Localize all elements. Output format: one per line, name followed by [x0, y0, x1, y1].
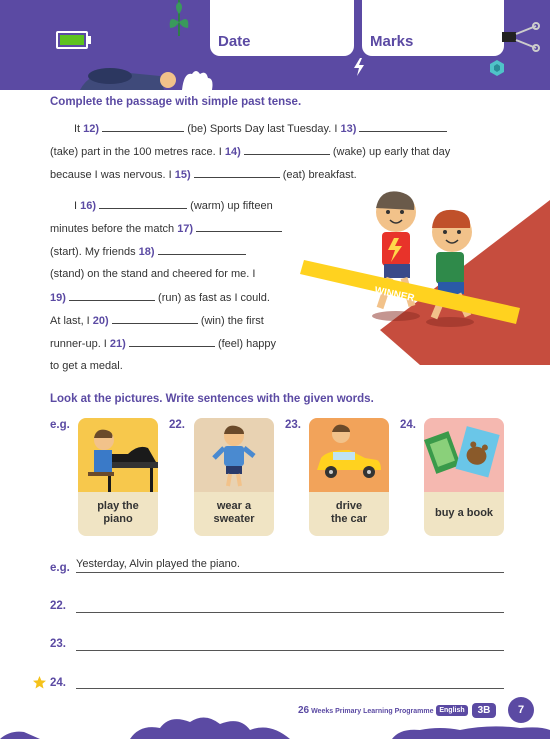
passage-line: runner-up. I 21) (feel) happy	[50, 338, 277, 350]
passage-line: (start). My friends 18)	[50, 244, 246, 259]
answer-number: 23.	[50, 638, 66, 650]
passage-instruction: Complete the passage with simple past tense.	[50, 96, 302, 108]
answer-blank[interactable]	[112, 313, 198, 324]
picture-number: e.g.	[50, 419, 70, 431]
answer-line[interactable]	[76, 612, 504, 613]
answer-blank[interactable]	[194, 167, 280, 178]
book-badge: 3B	[472, 703, 496, 718]
sweater-picture	[194, 418, 274, 492]
passage-line: (take) part in the 100 metres race. I 14) (wake) up early that day	[50, 146, 451, 158]
answer-blank[interactable]	[244, 144, 330, 155]
picture-card-sweater	[194, 418, 274, 536]
picture-label: buy a book	[434, 507, 494, 519]
question-number: 16)	[80, 200, 97, 212]
footer-brand	[298, 705, 434, 716]
picture-number: 23.	[285, 419, 301, 431]
binder-clip-icon	[500, 22, 540, 52]
passage-line: minutes before the match 17)	[50, 221, 282, 236]
page-number: 7	[508, 697, 534, 723]
picture-label-box	[194, 492, 274, 536]
winner-banner-text: WINNER	[373, 285, 416, 305]
picture-card-piano	[78, 418, 158, 536]
battery-icon	[56, 31, 88, 49]
car-picture	[309, 418, 389, 492]
picture-label-box	[309, 492, 389, 536]
answer-blank[interactable]	[129, 336, 215, 347]
answer-line[interactable]	[76, 688, 504, 689]
example-number: e.g.	[50, 562, 70, 574]
subject-badge: English	[436, 705, 468, 716]
answer-number: 22.	[50, 600, 66, 612]
passage-line: (stand) on the stand and cheered for me. I	[50, 268, 256, 280]
question-number: 21)	[109, 338, 126, 350]
question-number: 17)	[177, 223, 194, 235]
date-box[interactable]	[210, 0, 354, 56]
book-picture	[424, 418, 504, 492]
answer-blank[interactable]	[69, 290, 155, 301]
picture-number: 22.	[169, 419, 185, 431]
passage-line: 19) (run) as fast as I could.	[50, 292, 270, 304]
picture-label: drive the car	[330, 500, 368, 525]
answer-blank[interactable]	[359, 121, 447, 132]
picture-number: 24.	[400, 419, 416, 431]
question-number: 18)	[138, 246, 155, 258]
question-number: 19)	[50, 292, 66, 304]
race-illustration	[300, 190, 550, 365]
piano-picture	[78, 418, 158, 492]
date-label: Date	[218, 33, 251, 50]
answer-number: 24.	[50, 677, 66, 689]
picture-label: play the piano	[97, 500, 139, 525]
example-answer: Yesterday, Alvin played the piano.	[76, 558, 240, 570]
marks-label: Marks	[370, 33, 414, 50]
question-number: 20)	[92, 315, 109, 327]
star-icon	[33, 676, 46, 689]
passage-line: because I was nervous. I 15) (eat) breakfast.	[50, 169, 357, 181]
picture-label: wear a sweater	[213, 500, 255, 525]
passage-line: At last, I 20) (win) the first	[50, 315, 264, 327]
passage-line: I 16) (warm) up fifteen	[74, 200, 273, 212]
picture-label-box	[78, 492, 158, 536]
sleeping-character-icon	[80, 64, 220, 90]
marks-box[interactable]	[362, 0, 504, 56]
brand-text: Weeks Primary Learning Programme	[311, 708, 434, 715]
picture-card-car	[309, 418, 389, 536]
question-number: 12)	[83, 123, 100, 135]
answer-line[interactable]	[76, 572, 504, 573]
answer-line[interactable]	[76, 650, 504, 651]
picture-label-box	[424, 492, 504, 536]
answer-blank[interactable]	[99, 198, 187, 209]
pictures-instruction: Look at the pictures. Write sentences with the given words.	[50, 393, 374, 405]
answer-blank[interactable]	[196, 221, 282, 232]
passage-line: to get a medal.	[50, 360, 123, 372]
plant-icon	[164, 0, 194, 40]
picture-card-book	[424, 418, 504, 536]
question-number: 15)	[174, 169, 191, 181]
answer-blank[interactable]	[158, 244, 246, 255]
question-number: 14)	[224, 146, 241, 158]
passage-line: It 12) (be) Sports Day last Tuesday. I 13)	[74, 121, 447, 136]
page-header	[0, 0, 550, 90]
lightning-icon	[352, 58, 366, 76]
answer-blank[interactable]	[102, 121, 184, 132]
hexagon-icon	[489, 60, 505, 76]
brand-number: 26	[298, 705, 310, 716]
question-number: 13)	[340, 123, 357, 135]
